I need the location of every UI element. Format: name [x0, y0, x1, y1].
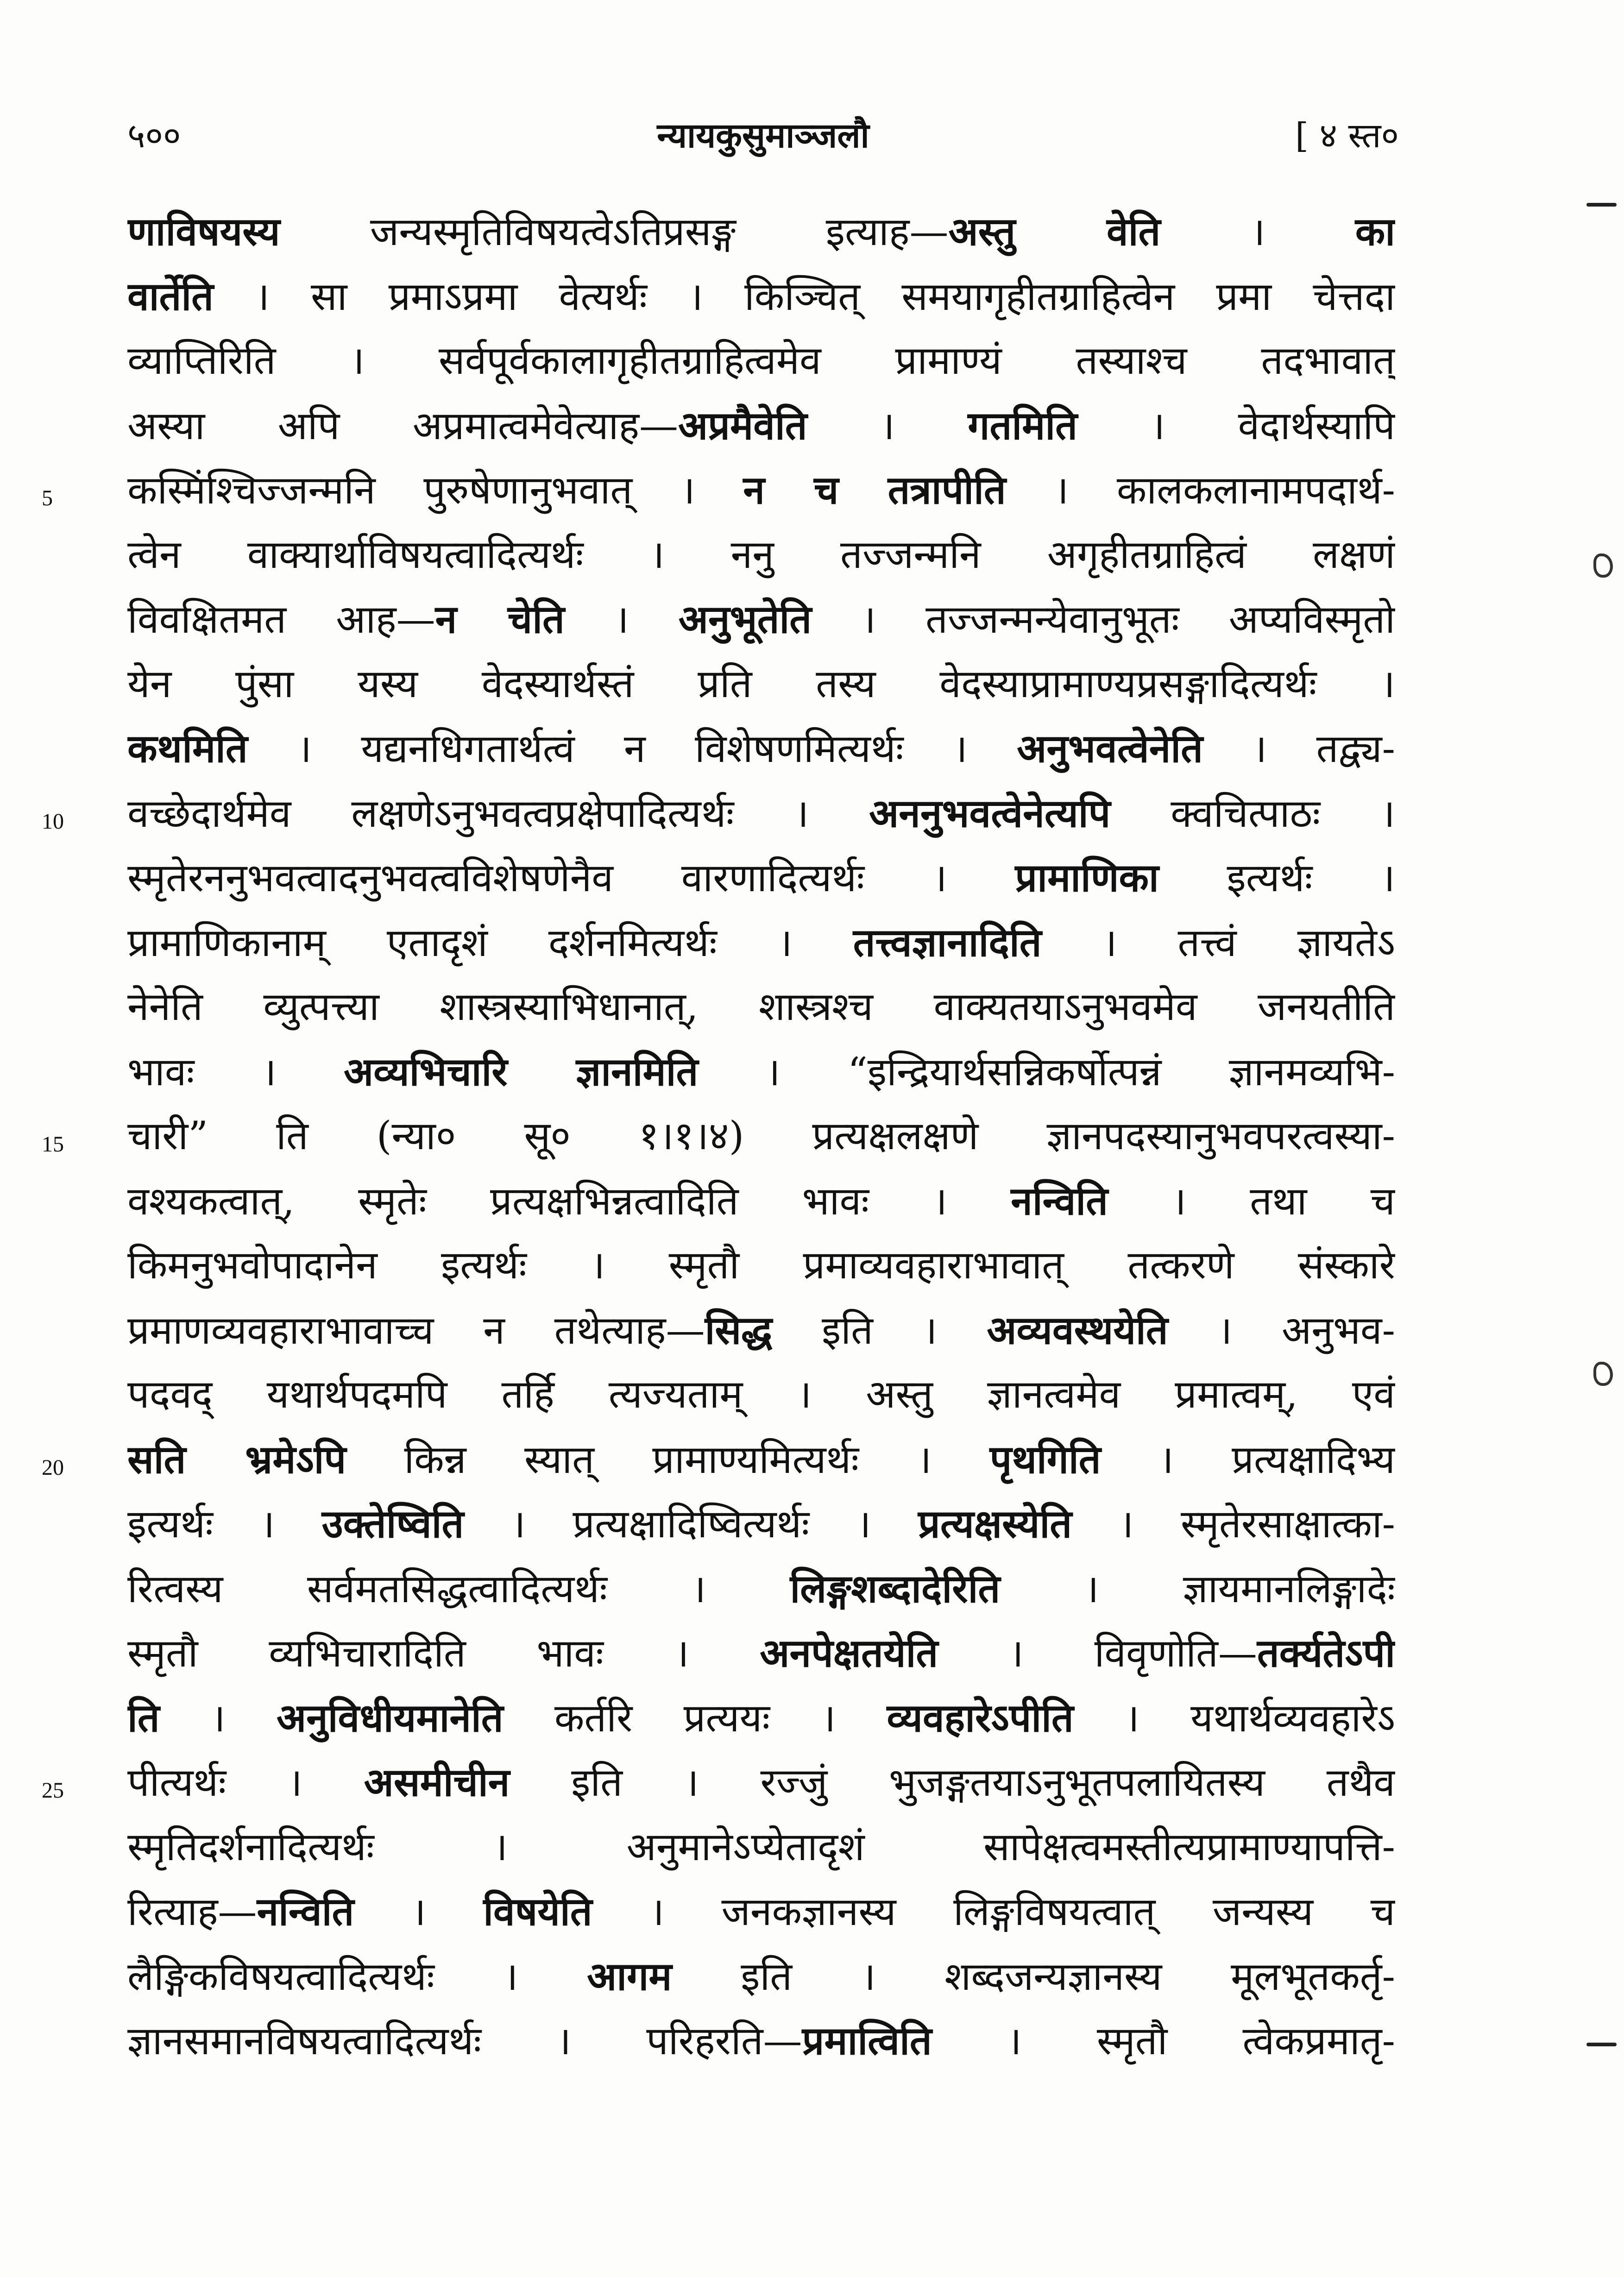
text-line — [127, 1491, 1395, 1556]
line-number: 15 — [42, 1132, 64, 1157]
bold-pratika: का — [1355, 208, 1395, 254]
bold-pratika: न चेति — [435, 596, 565, 642]
text-segment: स्मृतिदर्शनादित्यर्थः । अनुमानेऽप्येतादृशं सापेक्षत्वमस्तीत्यप्रामाण्यापत्ति- — [127, 1824, 1395, 1869]
text-line-row — [127, 1944, 1395, 2009]
text-segment: चारी” ति (न्या० सू० १।१।४) प्रत्यक्षलक्षणे ज्ञानपदस्यानुभवपरत्वस्या- — [127, 1113, 1395, 1158]
text-segment: । तज्जन्मन्येवानुभूतः अप्यविस्मृतो — [812, 597, 1395, 642]
line-number: 10 — [42, 809, 64, 834]
text-line-row — [127, 1686, 1395, 1750]
text-line — [127, 1039, 1395, 1104]
text-line — [127, 1944, 1395, 2009]
text-segment: इत्यर्थः । — [127, 1501, 322, 1547]
text-segment: वश्यकत्वात्, स्मृतेः प्रत्यक्षभिन्नत्वादिति भावः । — [127, 1178, 1011, 1224]
text-segment: । सा प्रमाऽप्रमा वेत्यर्थः । किञ्चित् समयागृहीतग्राहित्वेन प्रमा चेत्तदा — [213, 273, 1395, 319]
text-segment: ज्ञानसमानविषयत्वादित्यर्थः । परिहरति— — [127, 2018, 802, 2063]
text-line-row — [127, 522, 1395, 587]
bold-pratika: विषयेति — [483, 1888, 592, 1934]
text-segment: । कालकलानामपदार्थ- — [1006, 467, 1395, 513]
text-segment: वच्छेदार्थमेव लक्षणेऽनुभवत्वप्रक्षेपादित्यर्थः । — [127, 790, 869, 836]
bold-pratika: लिङ्गशब्दादेरिति — [790, 1565, 1001, 1611]
text-line-row — [127, 393, 1395, 458]
text-line — [127, 458, 1395, 522]
text-line-row — [127, 1362, 1395, 1427]
text-segment: स्मृतेरननुभवत्वादनुभवत्वविशेषणेनैव वारणादित्यर्थः । — [127, 855, 1015, 900]
text-segment: । अनुभव- — [1168, 1307, 1395, 1353]
section-marker: [ ४ स्त० — [1295, 116, 1399, 156]
text-line-row — [42, 781, 1395, 846]
text-segment: इति । शब्दजन्यज्ञानस्य मूलभूतकर्तृ- — [672, 1953, 1395, 1999]
text-line-row — [42, 1750, 1395, 1815]
text-line — [127, 1686, 1395, 1750]
text-line-row — [127, 1879, 1395, 1944]
text-segment: । “इन्द्रियार्थसन्निकर्षोत्पन्नं ज्ञानमव्यभि- — [698, 1049, 1395, 1094]
text-segment: भावः । — [127, 1049, 344, 1094]
margin-mark — [1593, 554, 1613, 578]
text-segment: इति । रज्जुं भुजङ्गतयाऽनुभूतपलायितस्य तथैव — [510, 1760, 1395, 1805]
bold-pratika: गतमिति — [968, 402, 1077, 448]
bold-pratika: तत्त्वज्ञानादिति — [853, 919, 1042, 965]
bold-pratika: तर्क्यतेऽपी — [1257, 1630, 1395, 1676]
running-header — [127, 110, 1399, 161]
text-segment: प्रमाणव्यवहाराभावाच्च न तथेत्याह— — [127, 1307, 705, 1353]
text-segment: । स्मृतौ त्वेकप्रमातृ- — [932, 2018, 1395, 2063]
bold-pratika: उक्तेष्विति — [321, 1501, 464, 1547]
bold-pratika: कथमिति — [127, 725, 248, 771]
text-line-row — [127, 910, 1395, 975]
text-segment: । ज्ञायमानलिङ्गादेः — [1000, 1566, 1395, 1611]
line-number: 20 — [42, 1455, 64, 1480]
text-line-row — [127, 1491, 1395, 1556]
text-line — [127, 1815, 1395, 1880]
text-segment: । प्रत्यक्षादिभ्य — [1101, 1436, 1395, 1482]
text-segment: । तत्त्वं ज्ञायतेऽ — [1041, 919, 1395, 965]
text-line — [127, 975, 1395, 1039]
text-segment: क्वचित्पाठः । — [1110, 790, 1395, 836]
text-line — [127, 264, 1395, 329]
bold-pratika: अप्रमैवेति — [678, 402, 807, 448]
text-segment: कस्मिंश्चिज्जन्मनि पुरुषेणानुभवात् । — [127, 467, 743, 513]
text-segment: पीत्यर्थः । — [127, 1760, 364, 1805]
bold-pratika: नन्विति — [257, 1888, 354, 1934]
text-segment: । — [1160, 209, 1355, 254]
margin-mark — [1593, 1362, 1613, 1386]
text-line-row — [127, 1815, 1395, 1880]
text-segment: पदवद् यथार्थपदमपि तर्हि त्यज्यताम् । अस्तु ज्ञानत्वमेव प्रमात्वम्, एवं — [127, 1371, 1395, 1417]
text-segment: । वेदार्थस्यापि — [1077, 403, 1395, 448]
text-line — [127, 1750, 1395, 1815]
text-segment: विवक्षितमत आह— — [127, 597, 435, 642]
text-segment: । — [354, 1889, 484, 1934]
bold-pratika: अव्यभिचारि ज्ञानमिति — [344, 1048, 699, 1094]
margin-mark — [1586, 203, 1617, 207]
page-number: ५०० — [127, 116, 181, 156]
text-segment: रित्याह— — [127, 1889, 257, 1934]
text-line-row — [127, 328, 1395, 393]
text-line — [127, 652, 1395, 717]
text-segment: त्वेन वाक्यार्थाविषयत्वादित्यर्थः । ननु तज्जन्मनि अगृहीतग्राहित्वं लक्षणं — [127, 531, 1395, 577]
text-segment: । तथा च — [1108, 1178, 1395, 1224]
text-line — [127, 1621, 1395, 1686]
bold-pratika: नन्विति — [1011, 1177, 1108, 1224]
text-line — [127, 393, 1395, 458]
text-line — [127, 1427, 1395, 1492]
text-segment: किमनुभवोपादानेन इत्यर्थः । स्मृतौ प्रमाव्यवहाराभावात् तत्करणे संस्कारे — [127, 1242, 1395, 1288]
text-line-row — [42, 458, 1395, 522]
text-line-row — [127, 1233, 1395, 1298]
text-line — [127, 716, 1395, 781]
bold-pratika: प्रामाणिका — [1015, 855, 1159, 900]
bold-pratika: णाविषयस्य — [127, 208, 280, 254]
text-segment: नेनेति व्युत्पत्त्या शास्त्रस्याभिधानात्, शास्त्रश्च वाक्यतयाऽनुभवमेव जनयतीति — [127, 984, 1395, 1029]
text-segment: इत्यर्थः । — [1158, 855, 1395, 900]
text-line-row — [127, 264, 1395, 329]
text-line — [127, 1298, 1395, 1363]
text-line — [127, 1233, 1395, 1298]
text-segment: । — [564, 597, 679, 642]
text-segment: । यद्यनधिगतार्थत्वं न विशेषणमित्यर्थः । — [247, 726, 1017, 771]
text-line-row — [127, 1039, 1395, 1104]
text-line — [127, 845, 1395, 910]
text-line-row — [127, 716, 1395, 781]
bold-pratika: अनुभवत्वेनेति — [1017, 725, 1203, 771]
text-segment: व्याप्तिरिति । सर्वपूर्वकालागृहीतग्राहित्वमेव प्रामाण्यं तस्याश्च तदभावात् — [127, 338, 1395, 383]
text-line — [127, 2008, 1395, 2073]
text-segment: अस्या अपि अप्रमात्वमेवेत्याह— — [127, 403, 679, 448]
text-segment: । — [159, 1695, 277, 1741]
text-line-row — [127, 199, 1395, 264]
bold-pratika: असमीचीन — [364, 1759, 510, 1805]
text-segment: । प्रत्यक्षादिष्वित्यर्थः । — [464, 1501, 919, 1547]
text-line — [127, 910, 1395, 975]
bold-pratika: प्रत्यक्षस्येति — [918, 1501, 1072, 1547]
text-line — [127, 1362, 1395, 1427]
text-line-row — [42, 1427, 1395, 1492]
bold-pratika: अनुभूतेति — [678, 596, 812, 642]
text-line-row — [127, 652, 1395, 717]
bold-pratika: अव्यवस्थयेति — [987, 1307, 1168, 1353]
text-line-row — [127, 1556, 1395, 1621]
bold-pratika: व्यवहारेऽपीति — [887, 1694, 1074, 1741]
text-line-row — [127, 975, 1395, 1039]
commentary-text — [42, 199, 1395, 2073]
bold-pratika: आगम — [587, 1953, 672, 1999]
text-segment: । विवृणोति— — [938, 1630, 1257, 1676]
text-segment: । तद्व्य- — [1202, 726, 1395, 771]
text-segment: येन पुंसा यस्य वेदस्यार्थस्तं प्रति तस्य वेदस्याप्रामाण्यप्रसङ्गादित्यर्थः । — [127, 660, 1395, 706]
text-line — [127, 1879, 1395, 1944]
text-segment: जन्यस्मृतिविषयत्वेऽतिप्रसङ्ग इत्याह— — [280, 209, 949, 254]
text-segment: । यथार्थव्यवहारेऽ — [1073, 1695, 1395, 1741]
text-line-row — [42, 1104, 1395, 1169]
text-line — [127, 781, 1395, 846]
text-line-row — [127, 1621, 1395, 1686]
text-line — [127, 1556, 1395, 1621]
text-line-row — [127, 1298, 1395, 1363]
text-segment: । स्मृतेरसाक्षात्का- — [1072, 1501, 1395, 1547]
bold-pratika: न च तत्रापीति — [743, 467, 1006, 513]
text-line — [127, 328, 1395, 393]
text-segment: । — [807, 403, 968, 448]
text-segment: प्रामाणिकानाम् एतादृशं दर्शनमित्यर्थः । — [127, 919, 853, 965]
margin-mark — [1586, 2043, 1617, 2046]
text-segment: लैङ्गिकविषयत्वादित्यर्थः । — [127, 1953, 587, 1999]
text-segment: इति । — [772, 1307, 987, 1353]
line-number: 5 — [42, 486, 53, 510]
text-line-row — [127, 2008, 1395, 2073]
text-segment: किन्न स्यात् प्रामाण्यमित्यर्थः । — [346, 1436, 990, 1482]
bold-pratika: प्रमात्विति — [802, 2018, 932, 2063]
running-title: न्यायकुसुमाञ्जलौ — [657, 116, 869, 156]
bold-pratika: सति भ्रमेऽपि — [127, 1436, 346, 1482]
text-segment: रित्वस्य सर्वमतसिद्धत्वादित्यर्थः । — [127, 1566, 790, 1611]
bold-pratika: अनुविधीयमानेति — [276, 1694, 504, 1741]
bold-pratika: अनपेक्षतयेति — [760, 1630, 938, 1676]
text-line — [127, 1104, 1395, 1169]
text-line-row — [127, 845, 1395, 910]
text-line — [127, 587, 1395, 652]
text-line — [127, 199, 1395, 264]
text-line-row — [127, 1169, 1395, 1233]
text-line — [127, 1169, 1395, 1233]
bold-pratika: पृथगिति — [989, 1436, 1101, 1482]
bold-pratika: अस्तु वेति — [948, 208, 1161, 254]
text-segment: । जनकज्ञानस्य लिङ्गविषयत्वात् जन्यस्य च — [592, 1889, 1395, 1934]
bold-pratika: वार्तेति — [127, 273, 214, 319]
bold-pratika: सिद्ध — [705, 1307, 773, 1353]
text-line-row — [127, 587, 1395, 652]
text-segment: स्मृतौ व्यभिचारादिति भावः । — [127, 1630, 760, 1676]
line-number: 25 — [42, 1778, 64, 1803]
text-line — [127, 522, 1395, 587]
text-segment: कर्तरि प्रत्ययः । — [503, 1695, 887, 1741]
bold-pratika: ति — [127, 1694, 160, 1741]
bold-pratika: अननुभवत्वेनेत्यपि — [869, 790, 1111, 836]
